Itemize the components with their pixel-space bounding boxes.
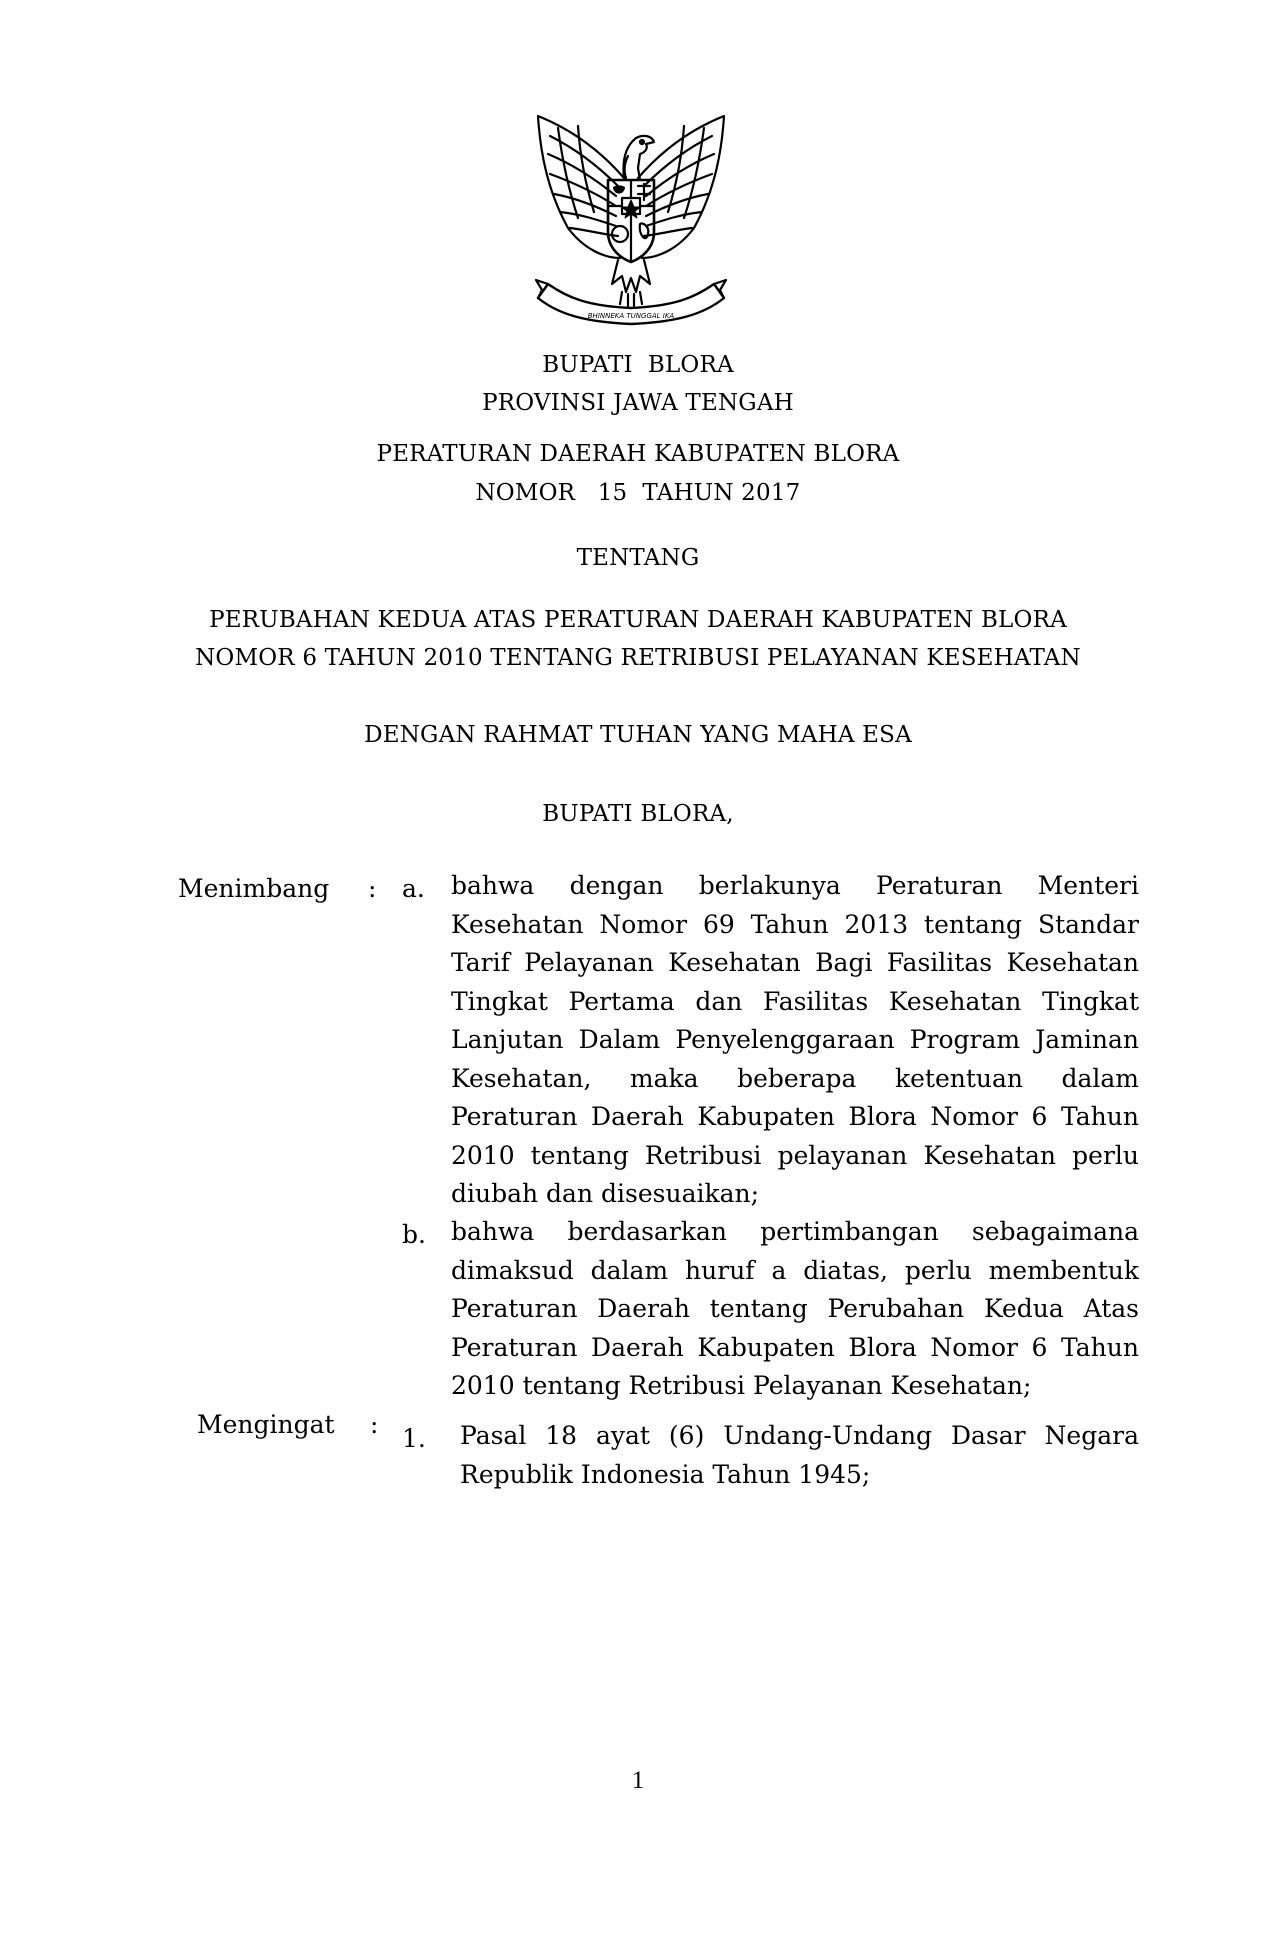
menimbang-marker-b: b. xyxy=(402,1220,426,1249)
regulation-title-line2: NOMOR 6 TAHUN 2010 TENTANG RETRIBUSI PELAYANAN KESEHATAN xyxy=(195,645,1081,671)
preamble: DENGAN RAHMAT TUHAN YANG MAHA ESA xyxy=(364,722,912,748)
regulation-title-line1: PERUBAHAN KEDUA ATAS PERATURAN DAERAH KABUPATEN BLORA xyxy=(209,607,1067,633)
mengingat-colon: : xyxy=(370,1410,379,1439)
mengingat-label: Mengingat xyxy=(197,1410,335,1439)
garuda-emblem-icon xyxy=(528,108,734,330)
official-signatory: BUPATI BLORA, xyxy=(542,801,734,827)
menimbang-item-b: bahwa berdasarkan pertimbangan sebagaimana dimaksud dalam huruf a diatas, perlu membentuk Peraturan Daerah tentang Perubahan Kedua Atas Peraturan Daerah Kabupaten Blora Nomor 6 Tahun 2010 tentang Retribusi Pelayanan Kesehatan; xyxy=(451,1217,1139,1400)
province-line: PROVINSI JAWA TENGAH xyxy=(482,390,794,416)
menimbang-item-a: bahwa dengan berlakunya Peraturan Menteri Kesehatan Nomor 69 Tahun 2013 tentang Standar Tarif Pelayanan Kesehatan Bagi Fasilitas Kesehatan Tingkat Pertama dan Fasilitas Kesehatan Tingkat Lanjutan Dalam Penyelenggaraan Program Jaminan Kesehatan, maka beberapa ketentuan dalam Peraturan Daerah Kabupaten Blora Nomor 6 Tahun 2010 tentang Retribusi pelayanan Kesehatan perlu diubah dan disesuaikan; xyxy=(451,871,1139,1208)
page-number: 1 xyxy=(631,1767,645,1794)
menimbang-marker-a: a. xyxy=(402,874,425,903)
mengingat-marker-1: 1. xyxy=(402,1424,426,1453)
menimbang-colon: : xyxy=(368,874,377,903)
tentang-label: TENTANG xyxy=(576,545,700,571)
official-title: BUPATI BLORA xyxy=(542,352,734,378)
emblem-motto: BHINNEKA TUNGGAL IKA xyxy=(587,312,675,320)
regulation-number: NOMOR 15 TAHUN 2017 xyxy=(475,480,801,506)
regulation-type: PERATURAN DAERAH KABUPATEN BLORA xyxy=(376,441,900,467)
mengingat-item-1: Pasal 18 ayat (6) Undang-Undang Dasar Negara Republik Indonesia Tahun 1945; xyxy=(460,1421,1139,1489)
menimbang-label: Menimbang xyxy=(178,874,330,903)
